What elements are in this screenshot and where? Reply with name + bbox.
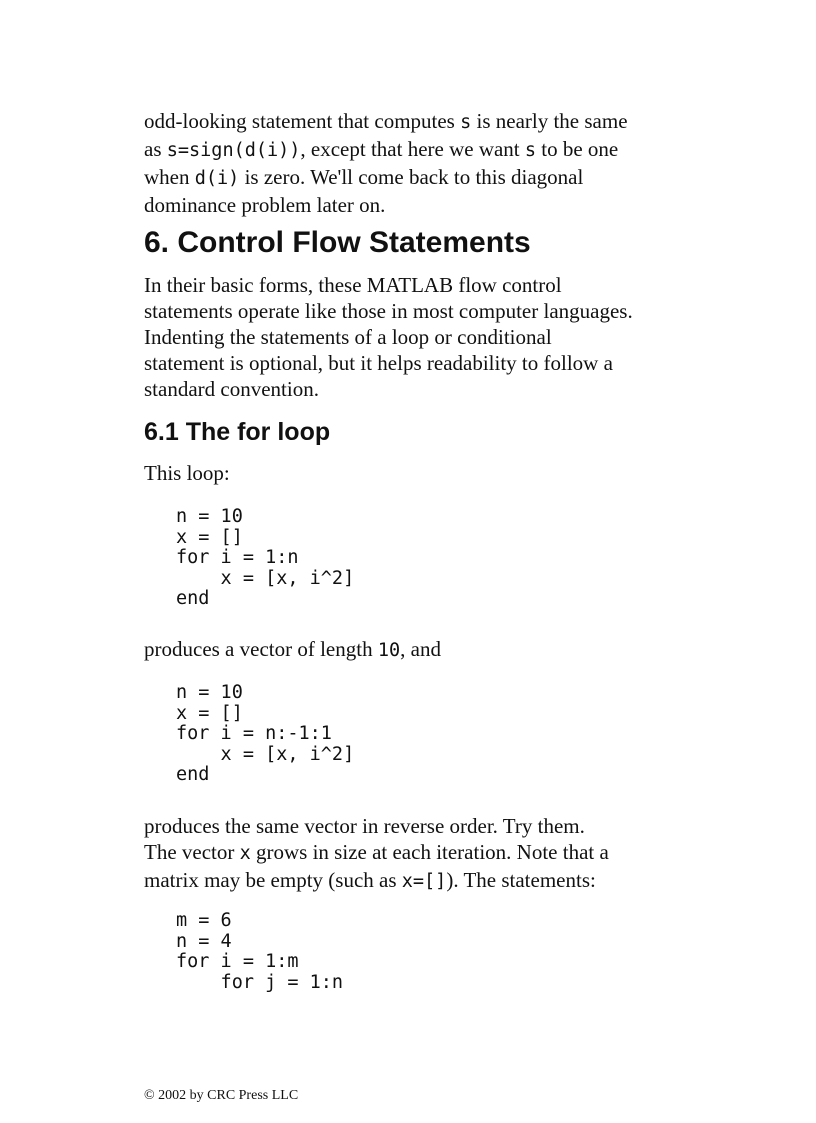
code-block-1: n = 10 x = [] for i = 1:n x = [x, i^2] end [176,506,355,609]
paragraph-line: statement is optional, but it helps readability to follow a [144,351,613,375]
intro-text: to be one [536,137,619,161]
intro-text: is nearly the same [471,109,628,133]
copyright-footer: © 2002 by CRC Press LLC [144,1088,299,1103]
intro-text: odd-looking statement that computes [144,109,461,133]
intro-line-4: dominance problem later on. [144,193,386,217]
intro-text: , except that here we want [300,137,525,161]
intro-line-2 [144,136,704,164]
inline-code: s=sign(d(i)) [166,140,301,161]
paragraph-reverse [144,813,704,895]
intro-line-3 [144,164,704,192]
section-paragraph [144,272,704,402]
text: , and [400,637,441,661]
inline-code: x=[] [401,871,447,892]
inline-code: s [460,112,472,133]
paragraph-line: In their basic forms, these MATLAB flow control [144,273,562,297]
paragraph-line: statements operate like those in most computer languages. [144,299,633,323]
text: The vector [144,840,240,864]
lead-text: This loop: [144,461,230,485]
intro-text: when [144,165,195,189]
text: grows in size at each iteration. Note that a [250,840,609,864]
inline-code: 10 [377,640,401,661]
paragraph-line: standard convention. [144,377,319,401]
paragraph-line: produces the same vector in reverse order. Try them. [144,814,585,838]
intro-text: is zero. We'll come back to this diagonal [239,165,584,189]
intro-text: as [144,137,167,161]
code-block-3: m = 6 n = 4 for i = 1:m for j = 1:n [176,910,344,993]
paragraph-line [144,839,704,867]
inline-code: d(i) [194,168,240,189]
paragraph-line [144,867,704,895]
text: ). The statements: [446,868,596,892]
intro-line-1 [144,108,704,136]
intro-paragraph [144,108,704,218]
code-block-2: n = 10 x = [] for i = n:-1:1 x = [x, i^2] end [176,682,355,785]
inline-code: s [524,140,537,161]
subsection-heading: 6.1 The for loop [144,418,331,446]
inline-code: x [239,843,251,864]
text: matrix may be empty (such as [144,868,402,892]
text: produces a vector of length [144,637,378,661]
paragraph-line: Indenting the statements of a loop or conditional [144,325,552,349]
paragraph-vector-length [144,636,704,664]
section-heading: 6. Control Flow Statements [144,226,531,259]
